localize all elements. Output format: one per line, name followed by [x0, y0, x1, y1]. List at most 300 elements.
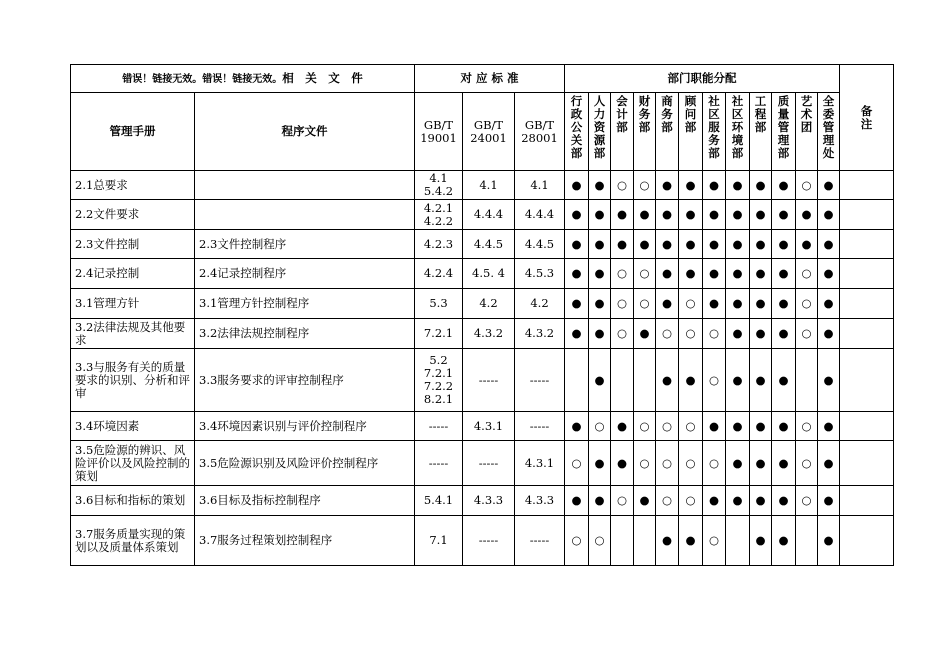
department-mark-cell: ●	[818, 412, 840, 441]
department-mark-cell: ●	[772, 349, 796, 412]
department-char: 理	[777, 133, 790, 147]
department-mark-cell: ●	[634, 486, 656, 516]
department-mark-cell: ●	[634, 230, 656, 259]
department-mark-cell: ●	[656, 289, 679, 319]
department-mark-cell: ●	[818, 289, 840, 319]
department-mark-cell: ●	[772, 289, 796, 319]
standard-column-header	[463, 93, 515, 171]
department-mark-cell: ●	[772, 200, 796, 230]
manual-section-cell: 3.4环境因素	[71, 412, 195, 441]
department-char: 政	[570, 107, 583, 121]
table-row	[71, 349, 894, 412]
department-mark-cell: ●	[589, 319, 611, 349]
manual-column-header: 管理手册	[71, 93, 195, 171]
department-mark-cell: ○	[679, 412, 703, 441]
department-mark-cell: ●	[772, 441, 796, 486]
department-mark-cell: ○	[611, 486, 634, 516]
department-char: 会	[616, 94, 628, 108]
standard-header-line: GB/T	[423, 117, 454, 132]
department-char: 源	[593, 133, 606, 147]
department-char: 环	[731, 120, 744, 134]
gbt24001-cell: 4.3.1	[463, 412, 515, 441]
department-column-header	[565, 93, 589, 171]
department-char: 区	[731, 107, 744, 121]
table-row	[71, 289, 894, 319]
department-column-header	[818, 93, 840, 171]
remark-cell	[840, 289, 894, 319]
department-mark-cell: ●	[818, 441, 840, 486]
manual-section-cell: 3.7服务质量实现的策划以及质量体系策划	[71, 516, 195, 566]
manual-section-cell: 3.1管理方针	[71, 289, 195, 319]
gbt28001-cell: 4.3.1	[515, 441, 565, 486]
department-mark-cell: ●	[565, 171, 589, 200]
manual-section-cell: 2.3文件控制	[71, 230, 195, 259]
department-mark-cell: ●	[726, 319, 750, 349]
department-mark-cell: ●	[750, 200, 772, 230]
gbt24001-cell: 4.3.3	[463, 486, 515, 516]
department-mark-cell: ●	[772, 230, 796, 259]
related-docs-label: 相 关 文 件	[282, 70, 363, 85]
manual-section-cell: 3.6目标和指标的策划	[71, 486, 195, 516]
table-row	[71, 230, 894, 259]
gbt19001-cell	[415, 171, 463, 200]
department-mark-cell: ●	[726, 412, 750, 441]
department-char: 境	[731, 133, 744, 147]
standard-header-line: GB/T	[473, 117, 504, 132]
department-mark-cell: ○	[656, 441, 679, 486]
department-mark-cell: ●	[772, 516, 796, 566]
department-char: 质	[777, 94, 790, 108]
clause-line: 4.2.3	[423, 236, 454, 251]
department-char: 量	[777, 107, 790, 121]
department-mark-cell: ●	[818, 486, 840, 516]
gbt19001-cell	[415, 412, 463, 441]
function-allocation-table	[70, 64, 894, 566]
gbt19001-cell	[415, 486, 463, 516]
standard-column-header	[515, 93, 565, 171]
gbt24001-cell: 4.4.4	[463, 200, 515, 230]
department-column-header	[726, 93, 750, 171]
department-char: 团	[800, 120, 813, 134]
department-char: 务	[708, 133, 720, 147]
department-mark-cell: ●	[750, 289, 772, 319]
department-mark-cell: ●	[726, 259, 750, 289]
gbt28001-cell: -----	[515, 349, 565, 412]
department-char: 社	[731, 94, 744, 108]
department-mark-cell: ●	[750, 349, 772, 412]
standard-column-header	[415, 93, 463, 171]
remark-cell	[840, 319, 894, 349]
department-mark-cell: ●	[589, 289, 611, 319]
department-column-header	[679, 93, 703, 171]
department-mark-cell	[726, 516, 750, 566]
gbt19001-cell	[415, 200, 463, 230]
clause-line: 5.4.1	[423, 493, 454, 507]
department-mark-cell: ●	[565, 412, 589, 441]
remark-cell	[840, 171, 894, 200]
gbt24001-cell: 4.5. 4	[463, 259, 515, 289]
department-mark-cell: ○	[796, 441, 818, 486]
table-row	[71, 200, 894, 230]
department-mark-cell: ○	[796, 171, 818, 200]
department-mark-cell: ●	[656, 349, 679, 412]
department-char: 部	[754, 120, 767, 134]
department-mark-cell: ○	[703, 441, 726, 486]
department-char: 力	[593, 107, 606, 121]
department-mark-cell	[796, 516, 818, 566]
procedure-cell: 3.6目标及指标控制程序	[195, 486, 415, 516]
department-mark-cell: ○	[565, 441, 589, 486]
department-mark-cell: ●	[818, 349, 840, 412]
department-mark-cell: ○	[796, 289, 818, 319]
table-row	[71, 319, 894, 349]
department-mark-cell: ○	[634, 441, 656, 486]
remark-cell	[840, 230, 894, 259]
department-char: 公	[570, 120, 583, 134]
department-mark-cell: ●	[679, 200, 703, 230]
gbt24001-cell: -----	[463, 441, 515, 486]
department-mark-cell: ○	[611, 259, 634, 289]
department-mark-cell: ●	[726, 441, 750, 486]
department-mark-cell: ●	[772, 486, 796, 516]
gbt24001-cell: 4.1	[463, 171, 515, 200]
department-mark-cell: ●	[611, 200, 634, 230]
remark-char: 备	[860, 103, 873, 118]
department-char: 艺	[800, 94, 813, 108]
department-mark-cell: ●	[565, 200, 589, 230]
department-mark-cell: ●	[818, 259, 840, 289]
department-mark-cell: ○	[703, 516, 726, 566]
department-column-header	[656, 93, 679, 171]
department-mark-cell: ○	[656, 412, 679, 441]
department-char: 顾	[684, 94, 697, 108]
clause-line: 7.2.1	[423, 326, 454, 340]
department-mark-cell: ●	[726, 230, 750, 259]
department-char: 部	[593, 146, 606, 160]
department-mark-cell	[611, 349, 634, 412]
department-mark-cell: ●	[796, 200, 818, 230]
procedure-cell: 3.7服务过程策划控制程序	[195, 516, 415, 566]
department-mark-cell: ●	[565, 259, 589, 289]
gbt28001-cell: -----	[515, 516, 565, 566]
department-char: 资	[593, 120, 606, 134]
gbt19001-cell	[415, 516, 463, 566]
department-mark-cell: ○	[634, 289, 656, 319]
gbt19001-cell	[415, 349, 463, 412]
department-mark-cell	[634, 516, 656, 566]
related-docs-header	[71, 65, 415, 93]
standards-header: 对 应 标 准	[415, 65, 565, 93]
departments-header: 部门职能分配	[565, 65, 840, 93]
department-mark-cell: ○	[679, 289, 703, 319]
department-mark-cell: ●	[726, 171, 750, 200]
clause-line: 4.2.1	[423, 200, 454, 215]
department-char: 部	[777, 146, 790, 160]
clause-line: 5.4.2	[423, 184, 454, 198]
procedure-cell: 3.5危险源识别及风险评价控制程序	[195, 441, 415, 486]
department-mark-cell: ○	[703, 349, 726, 412]
department-char: 部	[661, 120, 673, 134]
procedure-cell: 3.3服务要求的评审控制程序	[195, 349, 415, 412]
department-mark-cell: ●	[589, 230, 611, 259]
department-mark-cell: ○	[796, 486, 818, 516]
clause-line: 7.2.1	[423, 366, 454, 380]
manual-section-cell: 2.4记录控制	[71, 259, 195, 289]
department-mark-cell: ●	[750, 441, 772, 486]
remark-cell	[840, 441, 894, 486]
department-char: 全	[822, 94, 835, 108]
department-mark-cell: ○	[656, 319, 679, 349]
standard-header-line: 24001	[470, 130, 507, 145]
clause-line: 4.2.2	[423, 213, 454, 228]
department-char: 部	[616, 120, 628, 134]
gbt19001-cell	[415, 289, 463, 319]
standard-header-line: GB/T	[524, 117, 555, 132]
department-mark-cell: ●	[726, 486, 750, 516]
table-row	[71, 441, 894, 486]
department-mark-cell: ●	[589, 441, 611, 486]
department-mark-cell: ●	[818, 516, 840, 566]
department-mark-cell: ●	[750, 171, 772, 200]
procedure-cell: 3.1管理方针控制程序	[195, 289, 415, 319]
department-mark-cell: ●	[750, 259, 772, 289]
department-mark-cell	[796, 349, 818, 412]
department-mark-cell: ●	[565, 289, 589, 319]
department-mark-cell: ●	[750, 516, 772, 566]
department-char: 部	[638, 120, 651, 134]
department-mark-cell: ○	[679, 486, 703, 516]
department-mark-cell: ●	[656, 200, 679, 230]
department-char: 人	[593, 94, 606, 108]
department-char: 计	[616, 107, 628, 121]
department-mark-cell: ○	[611, 319, 634, 349]
clause-line: 8.2.1	[423, 392, 454, 406]
department-mark-cell: ○	[634, 259, 656, 289]
department-mark-cell: ●	[565, 230, 589, 259]
gbt28001-cell: 4.4.4	[515, 200, 565, 230]
department-column-header	[611, 93, 634, 171]
department-char: 行	[570, 94, 583, 108]
gbt28001-cell: 4.1	[515, 171, 565, 200]
department-char: 部	[570, 146, 583, 160]
gbt28001-cell: 4.2	[515, 289, 565, 319]
department-mark-cell: ○	[565, 516, 589, 566]
gbt19001-cell	[415, 259, 463, 289]
department-mark-cell: ●	[679, 259, 703, 289]
department-mark-cell: ●	[679, 171, 703, 200]
department-mark-cell: ●	[818, 230, 840, 259]
department-mark-cell	[565, 349, 589, 412]
department-mark-cell: ●	[818, 319, 840, 349]
department-mark-cell: ●	[750, 486, 772, 516]
department-mark-cell: ●	[818, 171, 840, 200]
department-column-header	[703, 93, 726, 171]
department-char: 务	[638, 107, 651, 121]
department-mark-cell: ●	[750, 319, 772, 349]
department-mark-cell: ○	[611, 171, 634, 200]
department-char: 关	[570, 133, 583, 147]
department-mark-cell: ○	[679, 441, 703, 486]
department-mark-cell: ●	[726, 349, 750, 412]
clause-line: 7.2.2	[423, 379, 454, 393]
department-mark-cell: ●	[772, 259, 796, 289]
clause-line: 5.3	[429, 296, 448, 310]
gbt19001-cell	[415, 319, 463, 349]
department-mark-cell: ●	[589, 349, 611, 412]
department-char: 工	[754, 94, 767, 108]
gbt28001-cell: 4.3.2	[515, 319, 565, 349]
standard-header-line: 19001	[420, 130, 457, 145]
gbt24001-cell: 4.4.5	[463, 230, 515, 259]
department-mark-cell: ●	[589, 486, 611, 516]
department-char: 部	[684, 120, 697, 134]
table-row	[71, 412, 894, 441]
standard-header-line: 28001	[521, 130, 558, 145]
department-column-header	[589, 93, 611, 171]
department-char: 区	[708, 107, 720, 121]
department-char: 理	[822, 133, 835, 147]
remark-cell	[840, 516, 894, 566]
department-mark-cell: ●	[565, 319, 589, 349]
department-mark-cell: ●	[703, 412, 726, 441]
clause-line: -----	[428, 418, 449, 433]
department-mark-cell: ●	[611, 441, 634, 486]
department-mark-cell: ○	[589, 412, 611, 441]
department-mark-cell: ●	[656, 516, 679, 566]
department-mark-cell: ●	[703, 289, 726, 319]
clause-line: 5.2	[429, 353, 448, 367]
department-mark-cell	[634, 349, 656, 412]
clause-line: 7.1	[429, 533, 448, 547]
department-mark-cell: ●	[611, 412, 634, 441]
department-column-header	[772, 93, 796, 171]
remark-cell	[840, 259, 894, 289]
procedure-cell: 3.4环境因素识别与评价控制程序	[195, 412, 415, 441]
gbt24001-cell: -----	[463, 516, 515, 566]
gbt19001-cell	[415, 230, 463, 259]
department-mark-cell: ●	[611, 230, 634, 259]
department-char: 社	[708, 94, 720, 108]
remark-cell	[840, 412, 894, 441]
gbt19001-cell	[415, 441, 463, 486]
gbt24001-cell: -----	[463, 349, 515, 412]
department-column-header	[634, 93, 656, 171]
procedure-cell: 2.4记录控制程序	[195, 259, 415, 289]
department-mark-cell: ○	[796, 412, 818, 441]
manual-section-cell: 2.1总要求	[71, 171, 195, 200]
gbt28001-cell: -----	[515, 412, 565, 441]
department-char: 管	[777, 120, 790, 134]
procedure-cell: 2.3文件控制程序	[195, 230, 415, 259]
department-char: 服	[708, 120, 720, 134]
manual-section-cell: 3.2法律法规及其他要求	[71, 319, 195, 349]
department-mark-cell: ●	[703, 486, 726, 516]
department-column-header	[796, 93, 818, 171]
department-mark-cell: ●	[634, 200, 656, 230]
department-mark-cell: ●	[772, 412, 796, 441]
department-char: 委	[822, 107, 835, 121]
department-char: 处	[822, 146, 835, 160]
department-mark-cell: ●	[750, 412, 772, 441]
department-mark-cell: ●	[679, 230, 703, 259]
manual-section-cell: 3.5危险源的辨识、风险评价以及风险控制的策划	[71, 441, 195, 486]
gbt24001-cell: 4.2	[463, 289, 515, 319]
error-link-text: 错误！链接无效。错误！链接无效。	[122, 73, 283, 85]
department-mark-cell: ●	[565, 486, 589, 516]
remark-cell	[840, 349, 894, 412]
gbt28001-cell: 4.3.3	[515, 486, 565, 516]
department-mark-cell: ●	[656, 259, 679, 289]
manual-section-cell: 2.2文件要求	[71, 200, 195, 230]
department-mark-cell: ●	[750, 230, 772, 259]
department-mark-cell: ○	[703, 319, 726, 349]
department-mark-cell: ●	[656, 230, 679, 259]
department-mark-cell: ●	[589, 171, 611, 200]
remark-cell	[840, 486, 894, 516]
gbt24001-cell: 4.3.2	[463, 319, 515, 349]
department-mark-cell: ●	[703, 171, 726, 200]
remark-header	[840, 65, 894, 171]
remark-char: 注	[860, 116, 873, 131]
department-mark-cell: ○	[656, 486, 679, 516]
department-mark-cell: ○	[634, 171, 656, 200]
department-char: 部	[731, 146, 744, 160]
department-mark-cell: ●	[656, 171, 679, 200]
procedure-column-header: 程序文件	[195, 93, 415, 171]
gbt28001-cell: 4.4.5	[515, 230, 565, 259]
department-mark-cell	[611, 516, 634, 566]
clause-line: 4.1	[429, 171, 448, 185]
department-mark-cell: ○	[589, 516, 611, 566]
table-row	[71, 486, 894, 516]
department-mark-cell: ○	[611, 289, 634, 319]
department-mark-cell: ○	[679, 319, 703, 349]
department-mark-cell: ●	[703, 230, 726, 259]
department-mark-cell: ●	[796, 230, 818, 259]
department-mark-cell: ●	[703, 200, 726, 230]
clause-line: -----	[428, 455, 449, 470]
department-char: 问	[684, 107, 697, 121]
department-mark-cell: ●	[589, 200, 611, 230]
department-char: 财	[638, 94, 651, 108]
department-mark-cell: ●	[634, 319, 656, 349]
department-mark-cell: ●	[589, 259, 611, 289]
department-mark-cell: ●	[772, 171, 796, 200]
table-row	[71, 516, 894, 566]
procedure-cell: 3.2法律法规控制程序	[195, 319, 415, 349]
gbt28001-cell: 4.5.3	[515, 259, 565, 289]
department-char: 程	[754, 107, 767, 121]
procedure-cell	[195, 171, 415, 200]
department-char: 务	[661, 107, 673, 121]
department-mark-cell: ●	[818, 200, 840, 230]
table-row	[71, 259, 894, 289]
department-char: 管	[822, 120, 835, 134]
remark-cell	[840, 200, 894, 230]
table-row	[71, 171, 894, 200]
manual-section-cell: 3.3与服务有关的质量要求的识别、分析和评审	[71, 349, 195, 412]
clause-line: 4.2.4	[423, 266, 454, 280]
department-mark-cell: ●	[703, 259, 726, 289]
department-mark-cell: ●	[772, 319, 796, 349]
department-mark-cell: ●	[679, 349, 703, 412]
department-mark-cell: ○	[634, 412, 656, 441]
department-char: 术	[800, 107, 813, 121]
department-char: 部	[708, 146, 720, 160]
department-mark-cell: ○	[796, 319, 818, 349]
department-column-header	[750, 93, 772, 171]
department-mark-cell: ●	[726, 289, 750, 319]
